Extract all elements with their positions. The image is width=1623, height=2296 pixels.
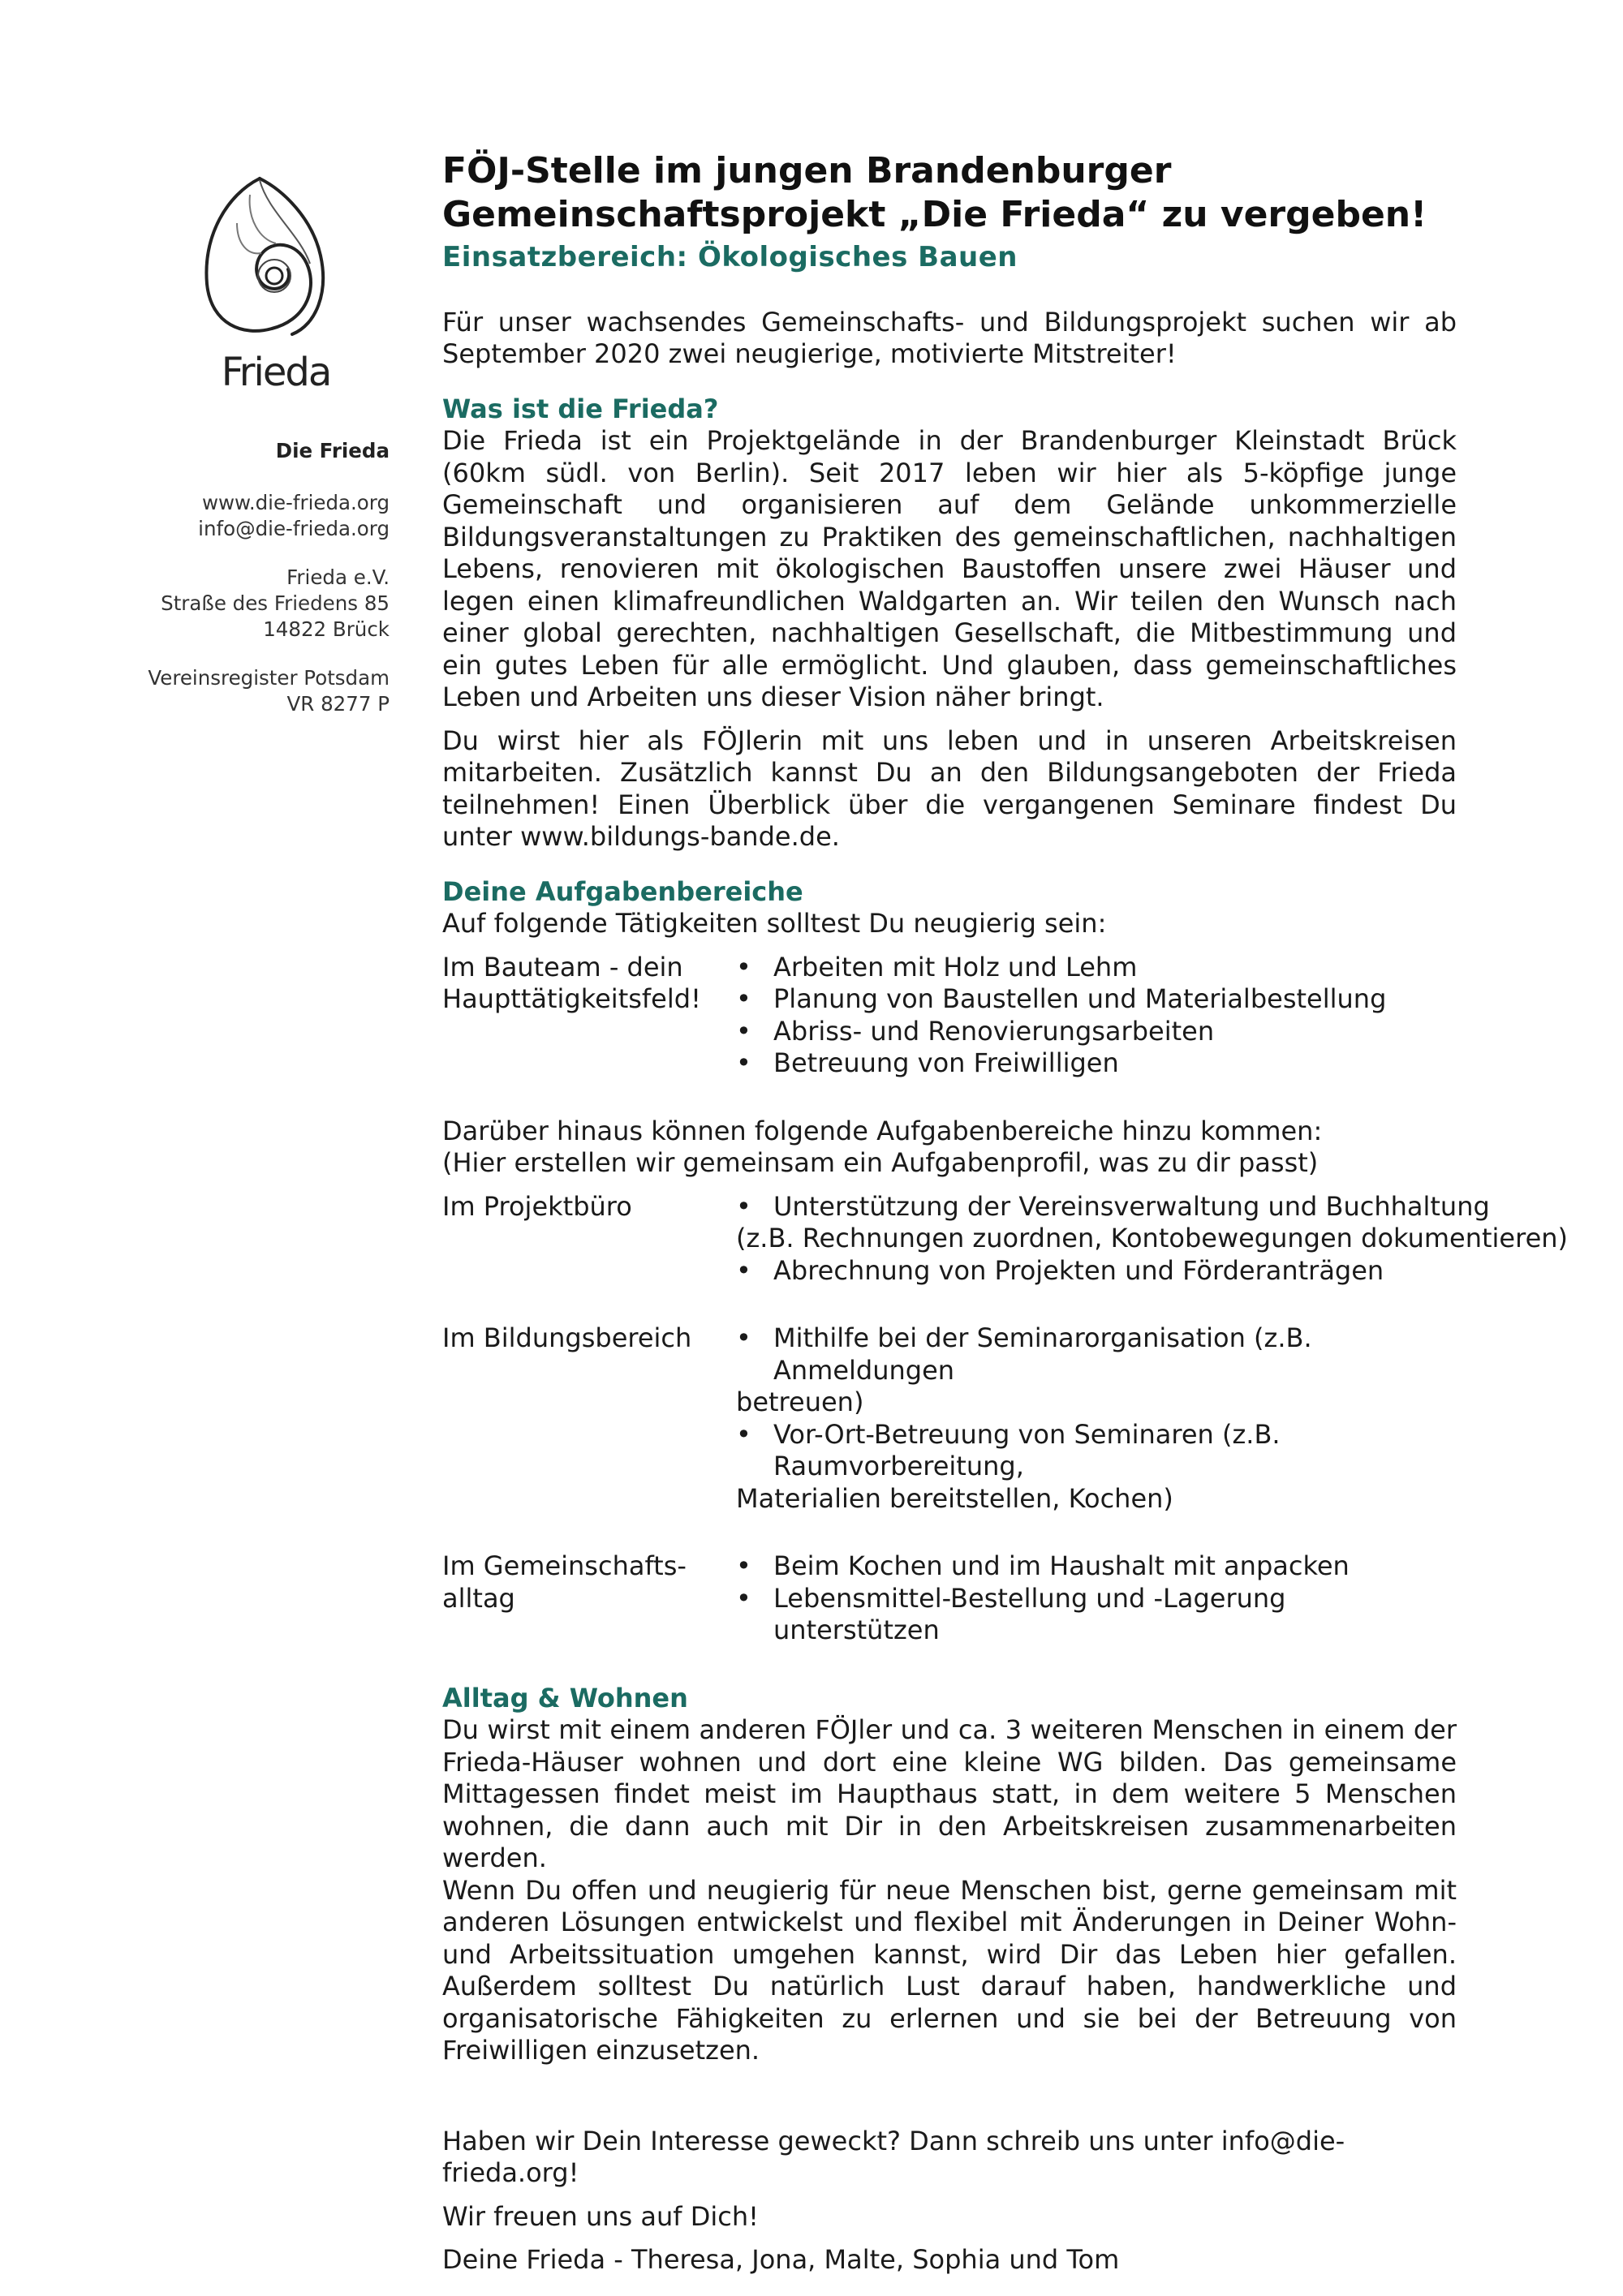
subtitle: Einsatzbereich: Ökologisches Bauen	[442, 241, 1018, 273]
closing-line-3: Deine Frieda - Theresa, Jona, Malte, Sophia und Tom	[442, 2244, 1120, 2275]
list-item: • Arbeiten mit Holz und Lehm	[736, 951, 1138, 982]
list-item: • Abriss- und Renovierungsarbeiten	[736, 1015, 1215, 1047]
living-paragraph-2: Wenn Du offen und neugierig für neue Menschen bist, gerne gemeinsam mit anderen Lösungen entwickelst und flexibel mit Änderungen in Deiner Wohn- und Arbeitssituation umgehen kannst, wird Dir das Leben hier gefallen. Außerdem solltest Du natürlich Lust darauf haben, handwerkliche und organisatorische Fähigkeiten zu erlernen und sie bei der Betreuung von Freiwilligen einzusetzen.	[442, 1874, 1457, 2066]
task-list-buero	[736, 1191, 1568, 1288]
list-item-continuation: (z.B. Rechnungen zuordnen, Kontobewegungen dokumentieren)	[736, 1223, 1569, 1253]
main-content	[442, 149, 1569, 2277]
closing-line-1: Haben wir Dein Interesse geweckt? Dann schreib uns unter info@die-frieda.org!	[442, 2125, 1345, 2188]
task-group-buero	[442, 1190, 1569, 1288]
title-line-1: FÖJ-Stelle im jungen Brandenburger	[442, 150, 1172, 191]
section-title-living: Alltag & Wohnen	[442, 1682, 688, 1713]
register-block	[122, 665, 390, 717]
city: 14822 Brück	[263, 617, 390, 641]
list-item: • Lebensmittel-Bestellung und -Lagerung unterstützen	[736, 1582, 1286, 1645]
living-paragraph-1: Du wirst mit einem anderen FÖJler und ca. 3 weiteren Menschen in einem der Frieda-Häuser wohnen und dort eine kleine WG bilden. Das gemeinsame Mittagessen findet meist im Haupthaus statt, in dem weitere 5 Menschen wohnen, die dann auch mit Dir in den Arbeitskreisen zusammenarbeiten werden.	[442, 1714, 1457, 1873]
list-item: • Planung von Baustellen und Materialbestellung	[736, 983, 1387, 1014]
extra-intro-1: Darüber hinaus können folgende Aufgabenbereiche hinzu kommen:	[442, 1115, 1323, 1146]
closing-line-2: Wir freuen uns auf Dich!	[442, 2200, 759, 2232]
list-item: • Beim Kochen und im Haushalt mit anpacken	[736, 1550, 1350, 1581]
list-item: • Mithilfe bei der Seminarorganisation (z.B. Anmeldungen	[736, 1322, 1312, 1386]
task-list-alltag	[736, 1550, 1457, 1647]
website-link[interactable]: www.die-frieda.org	[201, 491, 390, 514]
list-item-continuation: Materialien bereitstellen, Kochen)	[736, 1482, 1173, 1514]
list-item: • Betreuung von Freiwilligen	[736, 1047, 1119, 1078]
list-item-continuation: betreuen)	[736, 1387, 864, 1417]
email-link[interactable]: info@die-frieda.org	[198, 517, 390, 540]
contact-block	[122, 490, 390, 542]
tasks-intro: Auf folgende Tätigkeiten solltest Du neugierig sein:	[442, 908, 1107, 939]
intro-paragraph: Für unser wachsendes Gemeinschafts- und Bildungsprojekt suchen wir ab September 2020 zwei neugierige, motivierte Mitstreiter!	[442, 306, 1457, 369]
task-group-bauteam	[442, 952, 1457, 1080]
task-label-buero: Im Projektbüro	[442, 1190, 632, 1222]
title-line-2: Gemeinschaftsprojekt „Die Frieda“ zu vergeben!	[442, 194, 1427, 235]
what-paragraph-2: Du wirst hier als FÖJlerin mit uns leben und in unseren Arbeitskreisen mitarbeiten. Zusätzlich kannst Du an den Bildungsangeboten der Frieda teilnehmen! Einen Überblick über die vergangenen Seminare findest Du unter www.bildungs-bande.de.	[442, 724, 1457, 852]
street: Straße des Friedens 85	[161, 591, 390, 615]
list-item: • Vor-Ort-Betreuung von Seminaren (z.B. Raumvorbereitung,	[736, 1418, 1281, 1481]
address-block	[122, 565, 390, 643]
frieda-logo	[170, 162, 381, 406]
register: Vereinsregister Potsdam	[148, 666, 390, 690]
extra-intro-2: (Hier erstellen wir gemeinsam ein Aufgabenprofil, was zu dir passt)	[442, 1147, 1319, 1178]
register-number: VR 8277 P	[286, 692, 390, 716]
what-paragraph-1: Die Frieda ist ein Projektgelände in der Brandenburger Kleinstadt Brück (60km südl. von Berlin). Seit 2017 leben wir hier als 5-köpfige junge Gemeinschaft und organisieren auf dem Gelände unkommerzielle Bildungsveranstaltungen zu Praktiken des gemeinschaftlichen, nachhaltigen Lebens, renovieren mit ökologischen Baustoffen unsere zwei Häuser und legen einen klimafreundlichen Waldgarten an. Wir teilen den Wunsch nach einer global gerechten, nachhaltigen Gesellschaft, die Mitbestimmung und ein gutes Leben für alle ermöglicht. Und glauben, dass gemeinschaftliches Leben und Arbeiten uns dieser Vision näher bringt.	[442, 425, 1457, 712]
task-group-alltag	[442, 1550, 1457, 1647]
assoc-name: Frieda e.V.	[286, 565, 390, 589]
page-title	[442, 149, 1457, 237]
task-list-bildung	[736, 1322, 1457, 1515]
sidebar	[122, 162, 390, 740]
logo-wordmark: Frieda	[221, 350, 331, 395]
snail-shell-icon	[170, 162, 381, 406]
section-title-what: Was ist die Frieda?	[442, 393, 719, 424]
task-list-bauteam	[736, 952, 1457, 1080]
list-item: • Unterstützung der Vereinsverwaltung und Buchhaltung	[736, 1190, 1490, 1222]
task-label-bauteam: Im Bauteam - dein Haupttätigkeitsfeld!	[442, 951, 701, 1014]
section-title-tasks: Deine Aufgabenbereiche	[442, 875, 803, 907]
org-name: Die Frieda	[275, 439, 390, 462]
task-group-bildung	[442, 1322, 1457, 1515]
task-label-alltag: Im Gemeinschafts- alltag	[442, 1550, 687, 1614]
task-label-bildung: Im Bildungsbereich	[442, 1322, 692, 1353]
list-item: • Abrechnung von Projekten und Förderanträgen	[736, 1254, 1384, 1286]
